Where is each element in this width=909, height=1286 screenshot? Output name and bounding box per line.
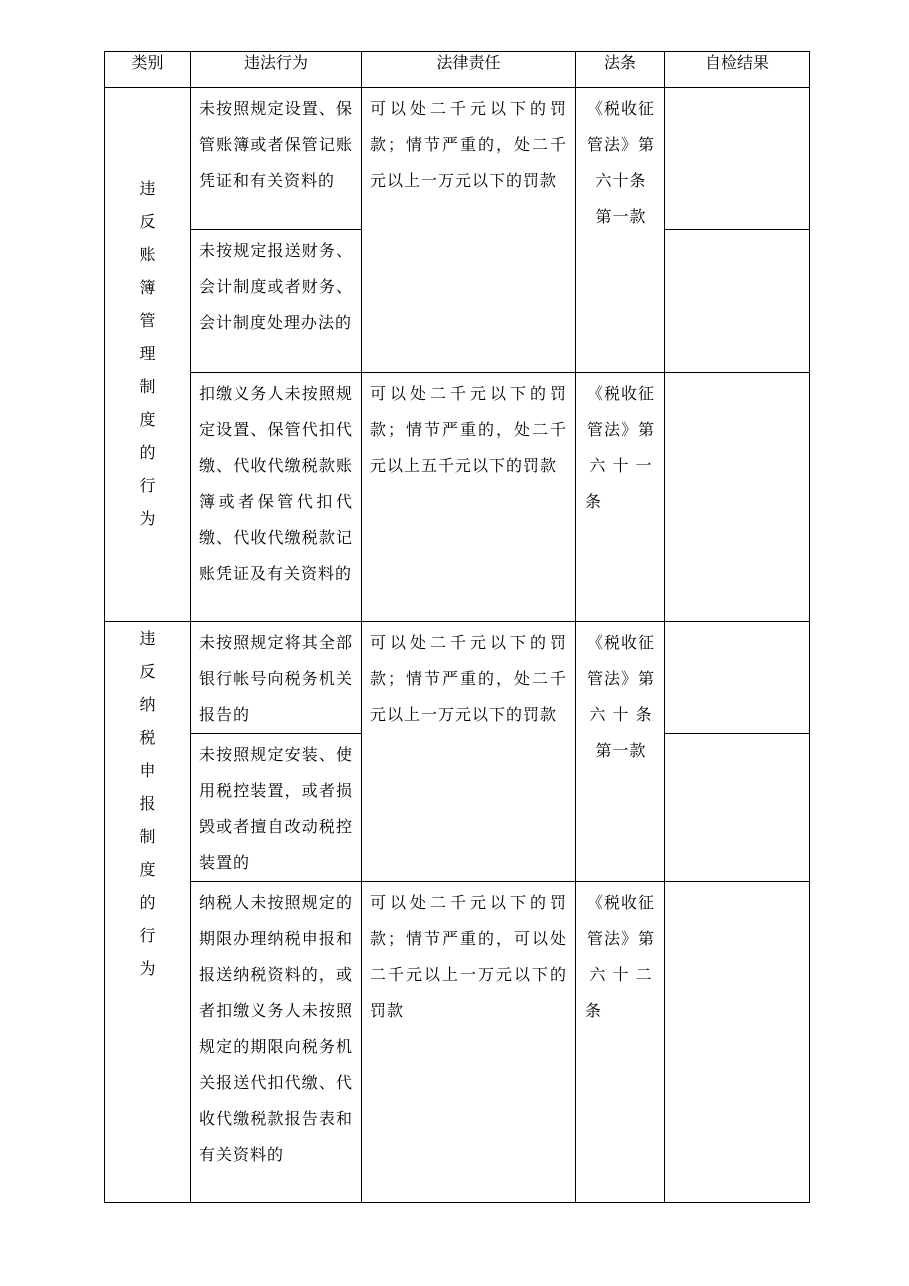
liability-text: 可以处二千元以下的罚款；情节严重的，处二千元以上五千元以下的罚款	[370, 384, 567, 475]
category-char: 理	[139, 344, 156, 363]
behavior-cell	[191, 622, 362, 734]
header-article: 法条	[576, 52, 665, 88]
article-cell	[576, 622, 665, 882]
table-row	[105, 882, 810, 1203]
category-char: 管	[139, 311, 156, 330]
liability-cell	[362, 622, 576, 882]
article-line: 条	[585, 1001, 603, 1020]
category-char: 违	[139, 179, 156, 198]
result-cell[interactable]	[665, 734, 810, 882]
result-cell[interactable]	[665, 88, 810, 230]
category-cell-tax-filing	[105, 622, 191, 1203]
category-char: 行	[139, 476, 156, 495]
article-line: 《税收征	[586, 99, 655, 118]
header-liability: 法律责任	[362, 52, 576, 88]
article-text	[576, 373, 664, 520]
category-char: 的	[139, 443, 156, 462]
category-char: 度	[139, 860, 156, 879]
liability-cell	[362, 373, 576, 622]
category-char: 申	[139, 761, 156, 780]
behavior-text: 未按照规定设置、保管账簿或者保管记账凭证和有关资料的	[199, 99, 353, 190]
article-text	[576, 882, 664, 1029]
article-line: 条	[585, 492, 603, 511]
article-line: 《税收征	[586, 384, 655, 403]
behavior-cell	[191, 734, 362, 882]
behavior-text: 纳税人未按照规定的期限办理纳税申报和报送纳税资料的，或者扣缴义务人未按照规定的期限向税务机关报送代扣代缴、代收代缴税款报告表和有关资料的	[199, 893, 353, 1164]
article-cell	[576, 882, 665, 1203]
category-cell-account-books	[105, 88, 191, 622]
behavior-cell	[191, 88, 362, 230]
liability-cell	[362, 88, 576, 373]
category-char: 为	[139, 509, 156, 528]
category-char: 行	[139, 926, 156, 945]
category-char: 制	[139, 827, 156, 846]
article-text	[576, 88, 664, 235]
article-line: 管法》第	[586, 669, 655, 688]
behavior-cell	[191, 373, 362, 622]
behavior-cell	[191, 230, 362, 373]
article-line: 管法》第	[586, 135, 655, 154]
article-line: 六 十 二	[589, 965, 653, 984]
category-char: 制	[139, 377, 156, 396]
behavior-text: 未按照规定安装、使用税控装置，或者损毁或者擅自改动税控装置的	[199, 745, 353, 872]
category-char: 反	[139, 662, 156, 681]
category-char: 违	[139, 629, 156, 648]
liability-cell	[362, 882, 576, 1203]
article-cell	[576, 373, 665, 622]
law-table	[104, 51, 810, 1203]
category-char: 报	[139, 794, 156, 813]
liability-text: 可以处二千元以下的罚款；情节严重的，处二千元以上一万元以下的罚款	[370, 633, 567, 724]
article-text	[576, 622, 664, 769]
result-cell[interactable]	[665, 882, 810, 1203]
article-line: 六 十 一	[589, 456, 653, 475]
liability-text: 可以处二千元以下的罚款；情节严重的，处二千元以上一万元以下的罚款	[370, 99, 567, 190]
category-char: 的	[139, 893, 156, 912]
result-cell[interactable]	[665, 230, 810, 373]
header-behavior: 违法行为	[191, 52, 362, 88]
category-char: 为	[139, 959, 156, 978]
article-line: 《税收征	[586, 893, 655, 912]
article-line: 第一款	[595, 207, 647, 226]
behavior-text: 扣缴义务人未按照规定设置、保管代扣代缴、代收代缴税款账簿或者保管代扣代缴、代收代缴税款记账凭证及有关资料的	[199, 384, 353, 583]
category-char: 账	[139, 245, 156, 264]
header-row	[105, 52, 810, 88]
article-line: 管法》第	[586, 929, 655, 948]
article-line: 第一款	[595, 741, 647, 760]
result-cell[interactable]	[665, 373, 810, 622]
category-char: 纳	[139, 695, 156, 714]
table-row	[105, 88, 810, 230]
header-result: 自检结果	[665, 52, 810, 88]
article-cell	[576, 88, 665, 373]
article-line: 六十条	[595, 171, 647, 190]
article-line: 管法》第	[586, 420, 655, 439]
result-cell[interactable]	[665, 622, 810, 734]
article-line: 《税收征	[586, 633, 655, 652]
table-row	[105, 622, 810, 734]
liability-text: 可以处二千元以下的罚款；情节严重的，可以处二千元以上一万元以下的罚款	[370, 893, 567, 1020]
header-category: 类别	[105, 52, 191, 88]
category-char: 簿	[139, 278, 156, 297]
behavior-cell	[191, 882, 362, 1203]
behavior-text: 未按照规定将其全部银行帐号向税务机关报告的	[199, 633, 353, 724]
category-char: 反	[139, 212, 156, 231]
category-char: 税	[139, 728, 156, 747]
category-char: 度	[139, 410, 156, 429]
table-row	[105, 373, 810, 622]
behavior-text: 未按规定报送财务、会计制度或者财务、会计制度处理办法的	[199, 241, 353, 332]
article-line: 六 十 条	[589, 705, 653, 724]
